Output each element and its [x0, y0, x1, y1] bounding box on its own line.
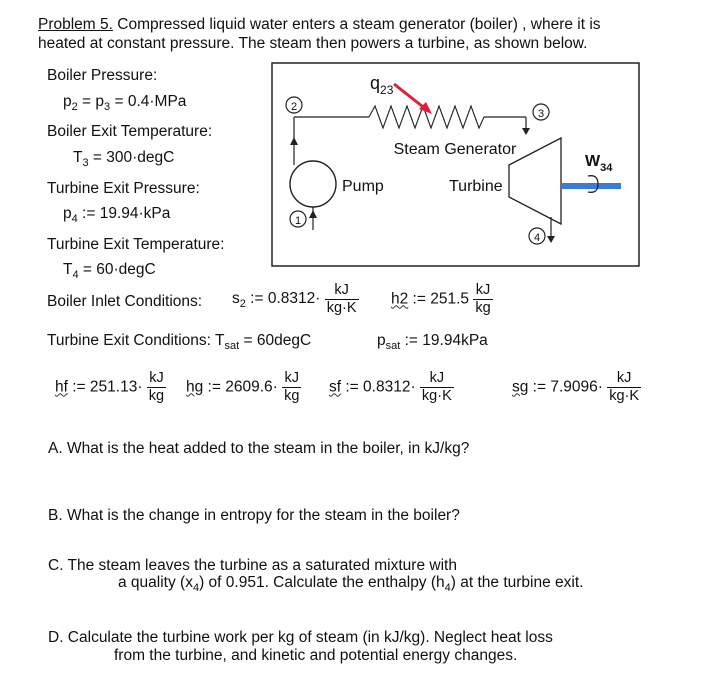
rankine-cycle-diagram: [271, 62, 641, 268]
turbine-label: Turbine: [449, 178, 503, 195]
exit-conditions: [47, 332, 311, 350]
s2-eq: [232, 282, 359, 317]
value: = 300·degC: [88, 149, 175, 166]
state-1-label: 1: [294, 215, 302, 227]
pump-icon: [290, 161, 336, 207]
state-3-label: 3: [537, 108, 545, 120]
hg-units: $\frac{kJ}{kg}$: [284, 370, 300, 404]
question-c-line1: C. The steam leaves the turbine as a saturated mixture with: [48, 557, 457, 574]
question-c-line2: a quality $(x_4)$ of 0.951. Calculate the enthalpy $(h_4)$ at the turbine exit.: [118, 574, 584, 594]
w34-label: $W_{34}$: [585, 153, 613, 174]
sg-units: $\frac{kJ}{kg\cdot K}$: [609, 370, 640, 404]
tsat-value: = 60degC: [239, 332, 312, 349]
question-d-line1: D. Calculate the turbine work per kg of steam (in kJ/kg). Neglect heat loss: [48, 629, 553, 646]
turbine-exit-temp-label: Turbine Exit Temperature:: [47, 236, 225, 253]
problem-label: Problem 5.: [38, 16, 113, 33]
sub: 4: [72, 269, 79, 281]
h2-units: $\frac{kJ}{kg}$: [475, 282, 491, 316]
sub: 2: [71, 101, 78, 113]
s2-lhs: $s_2$ := 0.8312·: [232, 290, 321, 310]
var: T: [63, 261, 73, 278]
pump-label: Pump: [342, 178, 384, 195]
hf-eq: hf := 251.13· $\frac{kJ}{kg}$: [55, 370, 165, 404]
p4-eq: [63, 205, 170, 223]
sub: 3: [82, 157, 89, 169]
sg-eq: sg := 7.9096· $\frac{kJ}{kg\cdot K}$: [512, 370, 640, 404]
tsat-var: T: [210, 332, 225, 349]
sub: 4: [71, 213, 78, 225]
t3-eq: [73, 149, 174, 167]
question-a: A. What is the heat added to the steam in the boiler, in kJ/kg?: [48, 440, 470, 457]
boiler-pressure-label: Boiler Pressure:: [47, 67, 158, 84]
sub: sat: [224, 340, 240, 352]
value: = 60·degC: [78, 261, 156, 278]
s2-units: $\frac{kJ}{kg\cdot K}$: [326, 282, 357, 316]
var-p: = p: [77, 93, 105, 110]
hg-eq: hg := 2609.6· $\frac{kJ}{kg}$: [186, 370, 300, 404]
var: T: [73, 149, 83, 166]
steam-generator-label: Steam Generator: [393, 141, 517, 158]
question-b: B. What is the change in entropy for the steam in the boiler?: [48, 507, 460, 524]
var: p: [63, 205, 72, 222]
value: := 19.94·kPa: [77, 205, 171, 222]
sf-eq: sf := 0.8312· $\frac{kJ}{kg\cdot K}$: [329, 370, 452, 404]
turbine-exit-pressure-label: Turbine Exit Pressure:: [47, 180, 200, 197]
h2-eq: [391, 282, 493, 317]
boiler-exit-temp-label: Boiler Exit Temperature:: [47, 123, 213, 140]
q23-label: $q_{23}$: [370, 73, 394, 97]
boiler-pressure-eq: [63, 93, 186, 111]
sf-units: $\frac{kJ}{kg\cdot K}$: [421, 370, 452, 404]
sub: 3: [104, 101, 111, 113]
inlet-label: Boiler Inlet Conditions:: [47, 293, 203, 310]
diagram-frame: [272, 63, 639, 266]
exit-label: Turbine Exit Conditions:: [47, 332, 211, 349]
hf-units: $\frac{kJ}{kg}$: [148, 370, 165, 404]
state-2-label: 2: [290, 101, 298, 113]
value: = 0.4·MPa: [110, 93, 187, 110]
h2-lhs: h2 := 251.5: [391, 290, 470, 308]
problem-text: Compressed liquid water enters a steam generator (boiler) , where it is: [112, 16, 601, 33]
state-4-label: 4: [533, 232, 541, 244]
problem-header-line2: heated at constant pressure. The steam then powers a turbine, as shown below.: [38, 35, 588, 52]
var-p: p: [63, 93, 72, 110]
t4-eq: [63, 261, 156, 279]
problem-header-line1: [38, 16, 601, 34]
psat-eq: $p_{sat}$ := 19.94kPa: [377, 332, 488, 352]
question-d-line2: from the turbine, and kinetic and potential energy changes.: [114, 647, 518, 664]
